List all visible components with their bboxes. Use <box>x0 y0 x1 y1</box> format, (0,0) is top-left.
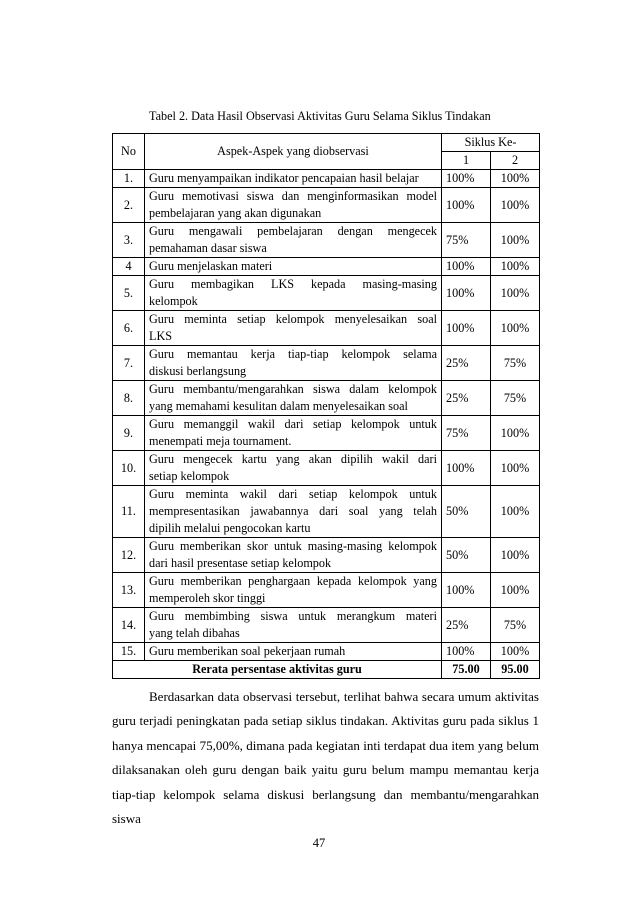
row-aspect-line: Guru menyampaikan indikator pencapaian hasil belajar <box>149 171 419 185</box>
row-aspect-line: diskusi berlangsung <box>149 364 247 378</box>
row-aspect-line: Guru membagikan LKS kepada masing-masing <box>149 277 437 291</box>
row-siklus-2: 100% <box>491 538 540 573</box>
row-aspect-line: Guru memberikan penghargaan kepada kelompok yang <box>149 574 437 588</box>
row-number: 5. <box>113 276 145 311</box>
row-siklus-1: 75% <box>442 416 491 451</box>
row-aspect <box>145 346 442 381</box>
table-row <box>113 258 540 276</box>
row-aspect-line: Guru memanggil wakil dari setiap kelompok untuk <box>149 417 437 431</box>
row-aspect-line: Guru menjelaskan materi <box>149 259 273 273</box>
row-aspect <box>145 188 442 223</box>
row-aspect <box>145 170 442 188</box>
table-row <box>113 170 540 188</box>
row-siklus-2: 100% <box>491 311 540 346</box>
row-aspect-line: Guru membantu/mengarahkan siswa dalam kelompok <box>149 382 437 396</box>
row-siklus-2: 100% <box>491 416 540 451</box>
row-siklus-1: 100% <box>442 573 491 608</box>
row-siklus-2: 100% <box>491 643 540 661</box>
row-number: 12. <box>113 538 145 573</box>
row-aspect-line: Guru mengecek kartu yang akan dipilih wakil dari <box>149 452 437 466</box>
body-paragraph <box>112 685 539 831</box>
row-siklus-2: 100% <box>491 223 540 258</box>
row-number: 8. <box>113 381 145 416</box>
header-siklus-1: 1 <box>442 152 491 170</box>
row-aspect-line: pemahaman dasar siswa <box>149 241 267 255</box>
row-aspect-line: Guru memantau kerja tiap-tiap kelompok selama <box>149 347 437 361</box>
row-siklus-1: 50% <box>442 486 491 538</box>
table-row <box>113 346 540 381</box>
row-siklus-1: 100% <box>442 170 491 188</box>
row-number: 14. <box>113 608 145 643</box>
row-aspect-line: Guru memotivasi siswa dan menginformasikan model <box>149 189 437 203</box>
row-siklus-2: 75% <box>491 381 540 416</box>
table-row <box>113 451 540 486</box>
row-number: 7. <box>113 346 145 381</box>
row-aspect <box>145 608 442 643</box>
header-siklus: Siklus Ke- <box>442 134 540 152</box>
row-number: 2. <box>113 188 145 223</box>
table-caption-text: Tabel 2. Data Hasil Observasi Aktivitas Guru Selama Siklus Tindakan <box>149 109 491 123</box>
page-number: 47 <box>312 836 326 850</box>
row-aspect-line: Guru meminta wakil dari setiap kelompok untuk <box>149 487 437 501</box>
average-siklus-1: 75.00 <box>442 661 491 679</box>
row-aspect <box>145 381 442 416</box>
row-siklus-1: 100% <box>442 276 491 311</box>
row-siklus-1: 75% <box>442 223 491 258</box>
table-row <box>113 276 540 311</box>
row-number: 15. <box>113 643 145 661</box>
row-siklus-1: 25% <box>442 381 491 416</box>
row-aspect-line: Guru memberikan skor untuk masing-masing kelompok <box>149 539 437 553</box>
row-aspect-line: dari hasil presentase setiap kelompok <box>149 556 332 570</box>
row-siklus-2: 100% <box>491 451 540 486</box>
row-aspect-line: yang telah dibahas <box>149 626 240 640</box>
row-number: 3. <box>113 223 145 258</box>
row-aspect <box>145 643 442 661</box>
row-number: 13. <box>113 573 145 608</box>
row-aspect <box>145 416 442 451</box>
average-label: Rerata persentase aktivitas guru <box>113 661 442 679</box>
row-aspect-line: Guru membimbing siswa untuk merangkum materi <box>149 609 437 623</box>
table-row <box>113 311 540 346</box>
row-number: 6. <box>113 311 145 346</box>
row-aspect <box>145 311 442 346</box>
average-siklus-2: 95.00 <box>491 661 540 679</box>
table-row <box>113 188 540 223</box>
row-siklus-1: 100% <box>442 311 491 346</box>
header-aspek: Aspek-Aspek yang diobservasi <box>145 134 442 170</box>
row-aspect <box>145 276 442 311</box>
row-siklus-1: 100% <box>442 643 491 661</box>
row-siklus-1: 100% <box>442 258 491 276</box>
row-aspect-line: kelompok <box>149 294 198 308</box>
row-number: 9. <box>113 416 145 451</box>
average-row <box>113 661 540 679</box>
row-aspect-line: pembelajaran yang akan digunakan <box>149 206 322 220</box>
table-row <box>113 416 540 451</box>
row-siklus-2: 75% <box>491 346 540 381</box>
row-number: 1. <box>113 170 145 188</box>
row-aspect-line: yang memahami kesulitan dalam menyelesaikan soal <box>149 399 408 413</box>
row-number: 10. <box>113 451 145 486</box>
row-number: 4 <box>113 258 145 276</box>
row-aspect <box>145 538 442 573</box>
observation-table <box>112 133 540 679</box>
table-row <box>113 223 540 258</box>
row-number: 11. <box>113 486 145 538</box>
row-siklus-2: 75% <box>491 608 540 643</box>
row-aspect-line: memperoleh skor tinggi <box>149 591 266 605</box>
row-aspect <box>145 573 442 608</box>
row-aspect <box>145 451 442 486</box>
row-siklus-2: 100% <box>491 170 540 188</box>
paragraph-text: Berdasarkan data observasi tersebut, terlihat bahwa secara umum aktivitas guru terjadi peningkatan pada setiap siklus tindakan. Aktivitas guru pada siklus 1 hanya mencapai 75,00%, dimana pada kegiatan inti terdapat dua item yang belum dilaksanakan oleh guru dengan baik yaitu guru belum mampu memantau kerja tiap-tiap kelompok selama diskusi berlangsung dan membantu/mengarahkan siswa <box>112 689 539 827</box>
row-aspect <box>145 223 442 258</box>
row-siklus-2: 100% <box>491 258 540 276</box>
row-siklus-1: 25% <box>442 346 491 381</box>
header-no: No <box>113 134 145 170</box>
row-siklus-2: 100% <box>491 276 540 311</box>
table-row <box>113 381 540 416</box>
header-siklus-2: 2 <box>491 152 540 170</box>
row-aspect-line: dipilih melalui pengocokan kartu <box>149 521 311 535</box>
row-aspect-line: menempati meja tournament. <box>149 434 292 448</box>
row-aspect-line: Guru mengawali pembelajaran dengan mengecek <box>149 224 437 238</box>
row-aspect-line: setiap kelompok <box>149 469 230 483</box>
table-header-row <box>113 134 540 152</box>
row-aspect-line: Guru meminta setiap kelompok menyelesaikan soal <box>149 312 437 326</box>
row-siklus-1: 100% <box>442 188 491 223</box>
row-siklus-1: 25% <box>442 608 491 643</box>
table-row <box>113 486 540 538</box>
row-siklus-1: 50% <box>442 538 491 573</box>
row-aspect <box>145 486 442 538</box>
table-row <box>113 538 540 573</box>
row-siklus-2: 100% <box>491 486 540 538</box>
row-siklus-2: 100% <box>491 573 540 608</box>
row-siklus-2: 100% <box>491 188 540 223</box>
row-siklus-1: 100% <box>442 451 491 486</box>
row-aspect-line: Guru memberikan soal pekerjaan rumah <box>149 644 346 658</box>
row-aspect-line: LKS <box>149 329 173 343</box>
row-aspect-line: mempresentasikan jawabannya dari soal yang telah <box>149 504 437 518</box>
table-row <box>113 608 540 643</box>
row-aspect <box>145 258 442 276</box>
table-row <box>113 643 540 661</box>
table-row <box>113 573 540 608</box>
